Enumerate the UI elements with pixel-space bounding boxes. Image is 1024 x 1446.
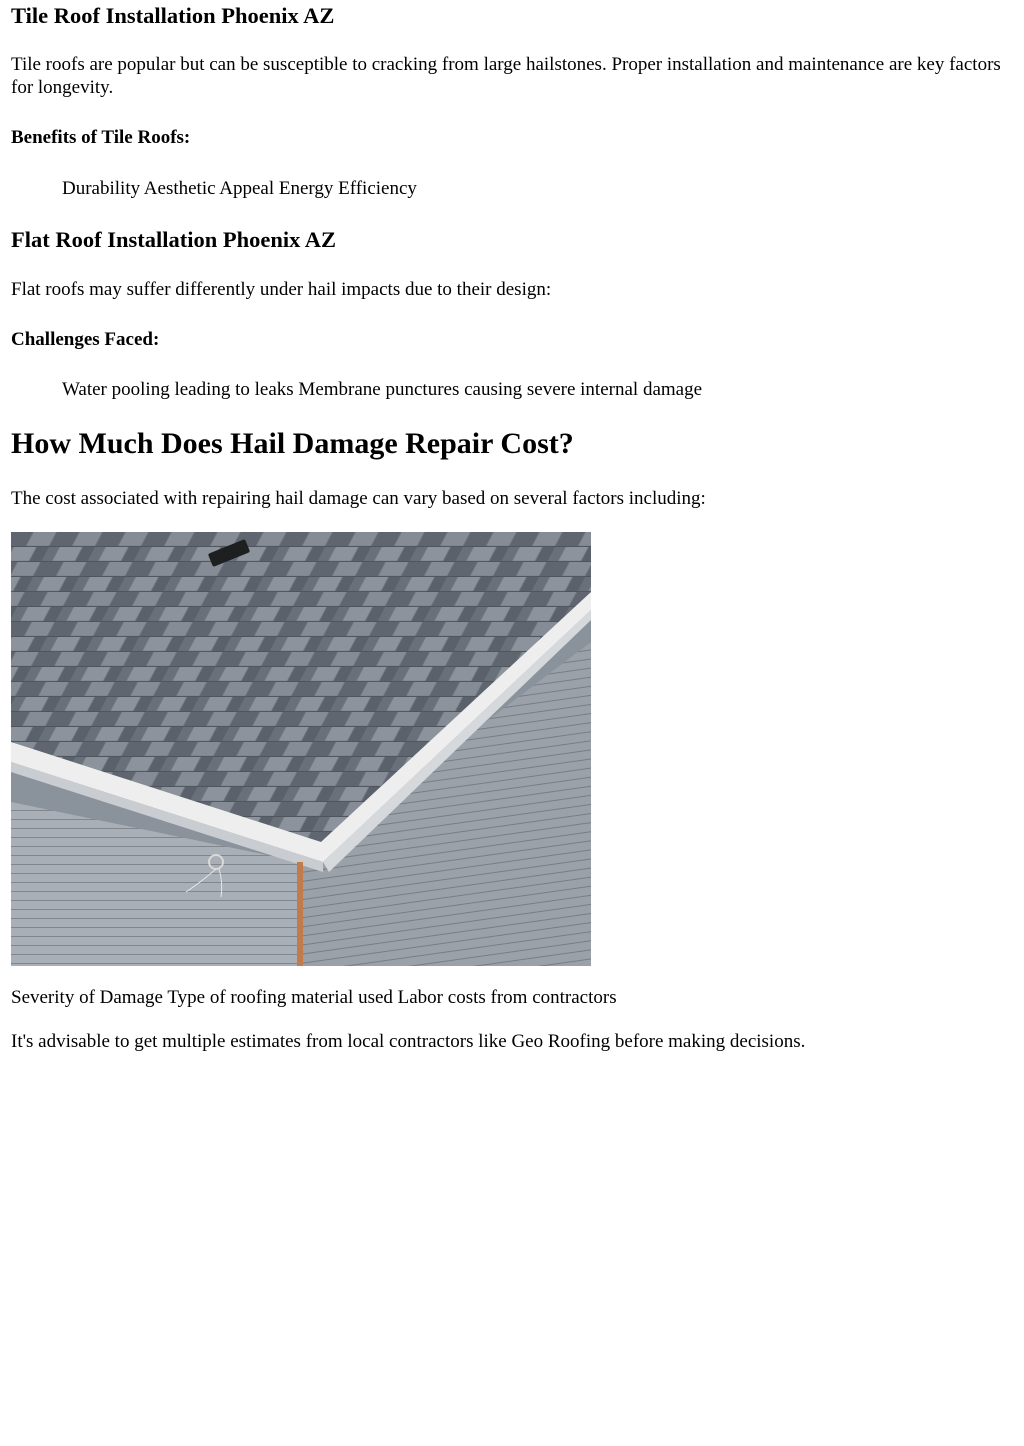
- cost-advice: It's advisable to get multiple estimates from local contractors like Geo Roofing before making decisions.: [11, 1031, 806, 1052]
- tile-roof-heading: Tile Roof Installation Phoenix AZ: [11, 3, 335, 28]
- hail-cost-intro: The cost associated with repairing hail damage can vary based on several factors including:: [11, 488, 706, 509]
- tile-benefits-list: Durability Aesthetic Appeal Energy Efficiency: [62, 178, 417, 199]
- flat-challenges-list: Water pooling leading to leaks Membrane punctures causing severe internal damage: [62, 379, 703, 400]
- flat-challenges-label: Challenges Faced:: [11, 329, 160, 350]
- flat-roof-intro: Flat roofs may suffer differently under hail impacts due to their design:: [11, 279, 552, 300]
- roof-shingles-photo: [11, 532, 591, 966]
- flat-roof-heading: Flat Roof Installation Phoenix AZ: [11, 227, 337, 252]
- tile-roof-intro: Tile roofs are popular but can be susceptible to cracking from large hailstones. Proper installation and maintenance are key factors for longevity.: [11, 54, 1001, 98]
- cost-factors-list: Severity of Damage Type of roofing material used Labor costs from contractors: [11, 987, 617, 1008]
- tile-benefits-label: Benefits of Tile Roofs:: [11, 127, 191, 148]
- hail-cost-heading: How Much Does Hail Damage Repair Cost?: [11, 427, 574, 460]
